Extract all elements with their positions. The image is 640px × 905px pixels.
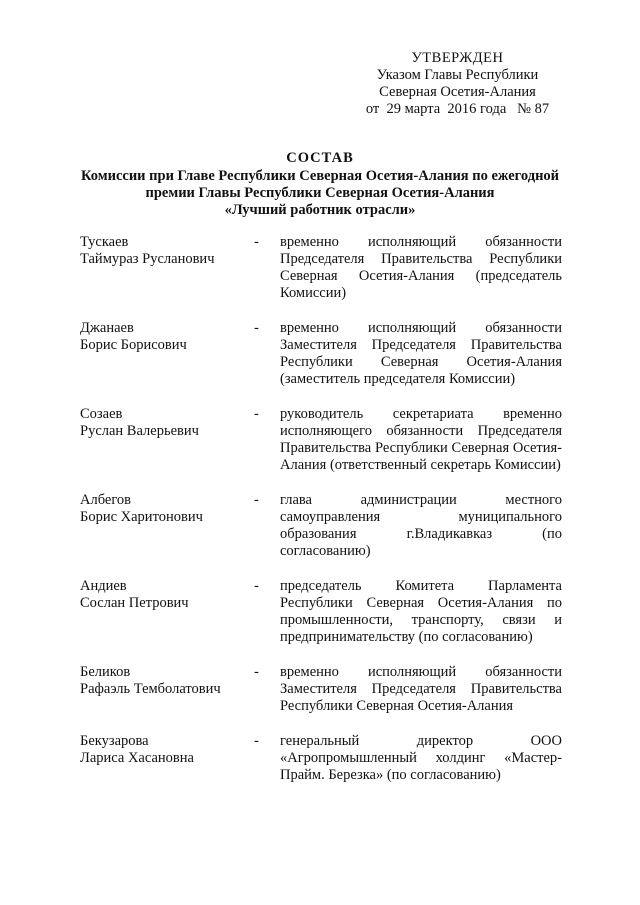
member-row [0,664,640,715]
member-row [0,733,640,784]
member-given-names: Сослан Петрович [80,595,189,611]
member-row [0,234,640,302]
member-surname: Тускаев [80,234,129,250]
member-surname: Бекузарова [80,733,149,749]
member-position: председатель Комитета Парламента Республики Северная Осетия-Алания по промышленности, транспорту, связи и предпринимательству (по согласованию) [280,578,562,645]
approval-date: от 29 марта 2016 года № 87 [365,101,550,117]
separator-dash: - [254,578,259,594]
member-position: глава администрации местного самоуправления муниципального образования г.Владикавказ (по согласованию) [280,492,562,559]
title-line-1: Комиссии при Главе Республики Северная Осетия-Алания по ежегодной [80,168,560,184]
approval-status: УТВЕРЖДЕН [411,50,504,66]
title-line-3: «Лучший работник отрасли» [224,202,416,218]
member-given-names: Борис Борисович [80,337,187,353]
member-given-names: Лариса Хасановна [80,750,194,766]
separator-dash: - [254,664,259,680]
separator-dash: - [254,492,259,508]
separator-dash: - [254,234,259,250]
members-list [0,234,640,802]
member-position: временно исполняющий обязанности Председателя Правительства Республики Северная Осетия-Алания (председатель Комиссии) [280,234,562,301]
member-surname: Джанаев [80,320,134,336]
member-name [80,578,250,612]
member-position: генеральный директор ООО «Агропромышленный холдинг «Мастер-Прайм. Березка» (по согласованию) [280,733,562,783]
member-given-names: Таймураз Русланович [80,251,215,267]
member-given-names: Рафаэль Темболатович [80,681,221,697]
member-name [80,406,250,440]
member-surname: Албегов [80,492,132,508]
separator-dash: - [254,320,259,336]
member-given-names: Руслан Валерьевич [80,423,199,439]
document-title [60,150,580,219]
member-surname: Созаев [80,406,123,422]
member-surname: Беликов [80,664,131,680]
member-row [0,578,640,646]
member-position: руководитель секретариата временно исполняющего обязанности Председателя Правительства Республики Северная Осетия-Алания (ответственный секретарь Комиссии) [280,406,562,473]
member-name [80,320,250,354]
approval-republic: Северная Осетия-Алания [379,84,536,100]
member-given-names: Борис Харитонович [80,509,203,525]
member-surname: Андиев [80,578,127,594]
member-name [80,733,250,767]
approval-block [340,50,575,118]
member-position: временно исполняющий обязанности Заместителя Председателя Правительства Республики Северная Осетия-Алания (заместитель председателя Комиссии) [280,320,562,387]
member-row [0,406,640,474]
separator-dash: - [254,733,259,749]
member-name [80,492,250,526]
member-name [80,234,250,268]
member-position: временно исполняющий обязанности Заместителя Председателя Правительства Республики Северная Осетия-Алания [280,664,562,714]
separator-dash: - [254,406,259,422]
title-line-2: премии Главы Республики Северная Осетия-Алания [145,185,495,201]
member-name [80,664,250,698]
title-heading: СОСТАВ [286,150,354,166]
approval-authority: Указом Главы Республики [376,67,539,83]
member-row [0,320,640,388]
member-row [0,492,640,560]
